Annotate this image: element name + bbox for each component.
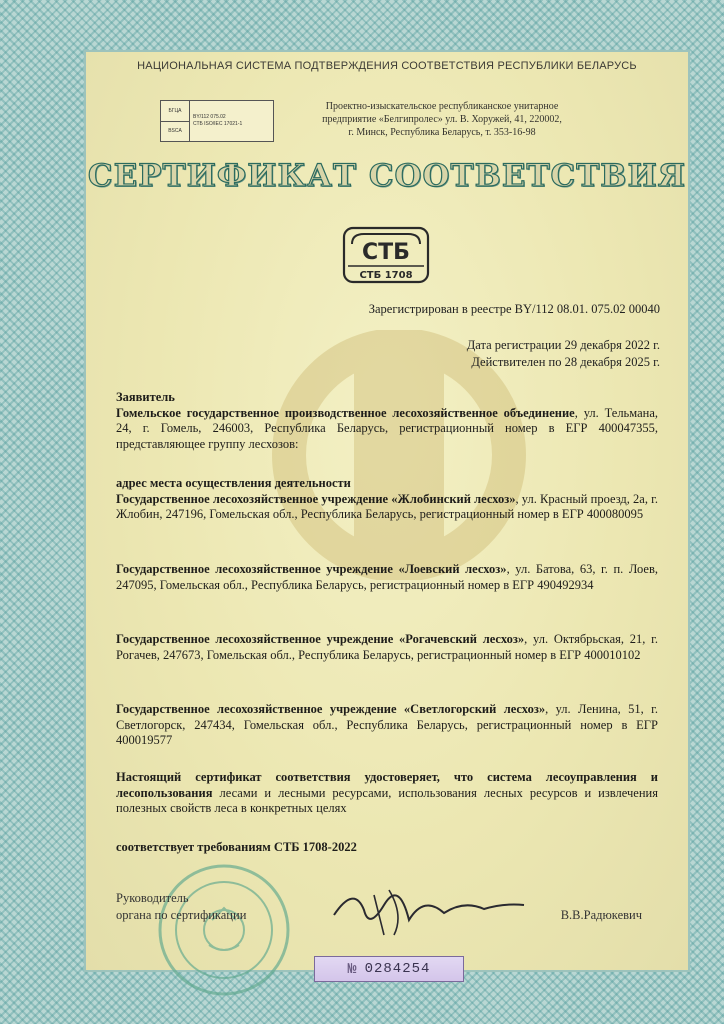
badge-top-left: БГЦА [161,101,189,122]
applicant-section [116,390,658,452]
accreditation-badge [160,100,274,142]
issuer-line-2: предприятие «Белгипролес» ул. В. Хоружей, 41, 220002, [322,114,562,125]
number-value: 0284254 [364,961,431,977]
signer-title [116,890,246,924]
signer-line-1: Руководитель [116,891,189,905]
entry-name: Государственное лесохозяйственное учреждение «Рогачевский лесхоз» [116,632,525,646]
badge-line-2: СТБ ISO/IEC 17021-1 [193,121,243,127]
logo-caption: СТБ 1708 [359,270,413,281]
activity-label: адрес места осуществления деятельности [116,476,351,490]
issuer-block [292,100,592,139]
entry-name: Государственное лесохозяйственное учреждение «Светлогорский лесхоз» [116,702,546,716]
entry-details: , ул. Октябрьская, 21, г. Рогачев, 247673, Гомельская обл., Республика Беларусь, регистрационный номер в ЕГР 400010102 [116,632,658,662]
entry-details: , ул. Красный проезд, 2а, г. Жлобин, 247196, Гомельская обл., Республика Беларусь, регистрационный номер в ЕГР 400080095 [116,491,658,521]
signer-name: В.В.Радюкевич [560,908,642,922]
statement-bold: Настоящий сертификат соответствия удостоверяет, что система лесоуправления и лесопользования [116,770,658,800]
issuer-line-3: г. Минск, Республика Беларусь, т. 353-16-98 [348,127,536,138]
conformity-line: соответствует требованиям СТБ 1708-2022 [116,840,357,854]
entry-details: , ул. Батова, 63, г. п. Лоев, 247095, Гомельская обл., Республика Беларусь, регистрационный номер в ЕГР 490492934 [116,562,658,592]
applicant-name: Гомельское государственное производственное лесохозяйственное объединение [116,405,575,420]
official-seal-icon [154,860,294,1000]
registry-number: Зарегистрирован в реестре BY/112 08.01. 075.02 00040 [368,302,660,316]
handwritten-signature-icon [314,875,534,945]
applicant-details: , ул. Тельмана, 24, г. Гомель, 246003, Республика Беларусь, регистрационный номер в ЕГР 400047355, представляющее группу лесхозов: [116,405,658,451]
statement-rest: лесами и лесными ресурсами, использования лесных ресурсов и извлечения полезных свойств леса в конкретных целях [116,785,658,815]
badge-line-1: BY/112 075.02 [193,114,226,120]
badge-bottom-left: BSCA [168,128,182,135]
certificate-number [314,956,464,982]
logo-mark: СТБ [362,240,410,265]
entry-name: Государственное лесохозяйственное учреждение «Жлобинский лесхоз» [116,491,516,506]
number-prefix: № [347,960,357,978]
registration-date: Дата регистрации 29 декабря 2022 г. [466,338,660,352]
signer-line-2: органа по сертификации [116,908,247,922]
stb-logo-icon [342,226,430,284]
certificate-title: СЕРТИФИКАТ СООТВЕТСТВИЯ [87,158,687,194]
entry-rogachev [116,632,658,663]
entry-svetlogorsk [116,702,658,749]
applicant-text [116,406,658,453]
entry-zhlobin [116,492,658,523]
system-header: НАЦИОНАЛЬНАЯ СИСТЕМА ПОДТВЕРЖДЕНИЯ СООТВЕТСТВИЯ РЕСПУБЛИКИ БЕЛАРУСЬ [137,60,637,72]
entry-name: Государственное лесохозяйственное учреждение «Лоевский лесхоз» [116,562,507,576]
activity-section [116,476,658,523]
applicant-label: Заявитель [116,390,175,404]
entry-loev [116,562,658,593]
issuer-line-1: Проектно-изыскательское республиканское унитарное [325,101,559,112]
valid-until: Действителен по 28 декабря 2025 г. [471,355,660,369]
entry-details: , ул. Ленина, 51, г. Светлогорск, 247434, Гомельская обл., Республика Беларусь, регистрационный номер в ЕГР 400019577 [116,702,658,747]
statement [116,770,658,817]
certificate-paper [84,50,690,978]
